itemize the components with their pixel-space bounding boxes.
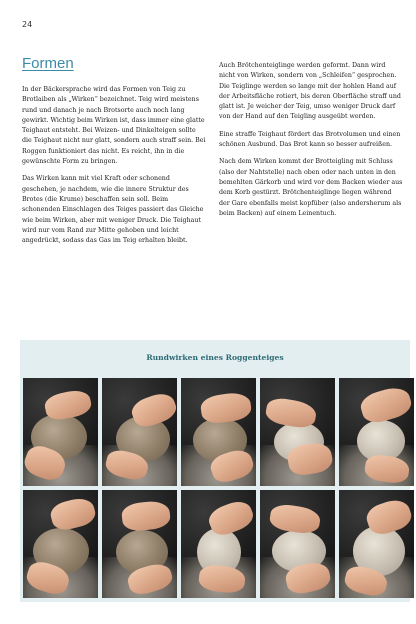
step-photo-6	[23, 490, 98, 598]
paragraph: Eine straffe Teighaut fördert das Brotvolumen und einen schönen Ausbund. Das Brot kann so besser aufreißen.	[219, 130, 401, 149]
figure-caption: Rundwirken eines Roggenteiges	[146, 352, 284, 362]
paragraph: Nach dem Wirken kommt der Brotteigling mit Schluss (also der Nahtstelle) nach oben oder nach unten in den bemehlten Gärkorb und wird vor dem Backen wieder aus dem Korb gestürzt. Brötchenteiglinge liegen während der Gare ebenfalls meist kopfüber (also andersherum als beim Backen) auf einem Leinentuch.	[219, 158, 403, 217]
paragraph: In der Bäckersprache wird das Formen von Teig zu Brotlaiben als „Wirken“ bezeichnet. Teig wird meistens rund und danach je nach Brotsorte auch noch lang gewirkt. Wichtig beim Wirken ist, dass immer eine glatte Teighaut entsteht. Bei Weizen- und Dinkelteigen sollte die Teighaut nicht nur glatt, sondern auch straff sein. Bei Roggen funktioniert das nicht. Es reicht, ihn in die gewünschte Form zu bringen.	[22, 86, 206, 166]
paragraph: Das Wirken kann mit viel Kraft oder schonend geschehen, je nachdem, wie die innere Struktur des Brotes (die Krume) beschaffen sein soll. Beim schonenden Einschlagen des Teiges passiert das Gleiche wie beim Wirken, aber mit weniger Druck. Die Teighaut wird nur vom Rand zur Mitte gehoben und leicht angedrückt, sodass das Gas im Teig erhalten bleibt.	[22, 175, 204, 245]
step-photo-3	[181, 378, 256, 486]
step-photo-8	[181, 490, 256, 598]
step-photo-9	[260, 490, 335, 598]
section-heading: Formen	[22, 55, 74, 72]
page-number: 24	[22, 20, 33, 29]
right-text-column	[219, 61, 403, 226]
step-photo-5	[339, 378, 414, 486]
photo-sequence-figure	[20, 340, 410, 602]
paragraph: Auch Brötchenteiglinge werden geformt. Dann wird nicht von Wirken, sondern von „Schleifen“ gesprochen. Die Teiglinge werden so lange mit der hohlen Hand auf der Arbeitsfläche rotiert, bis deren Oberfläche straff und glatt ist. Je weicher der Teig, umso weniger Druck darf von der Hand auf den Teigling ausgeübt werden.	[219, 62, 401, 121]
left-text-column	[22, 85, 206, 253]
photo-grid	[23, 378, 414, 598]
step-photo-1	[23, 378, 98, 486]
step-photo-7	[102, 490, 177, 598]
step-photo-10	[339, 490, 414, 598]
step-photo-2	[102, 378, 177, 486]
step-photo-4	[260, 378, 335, 486]
